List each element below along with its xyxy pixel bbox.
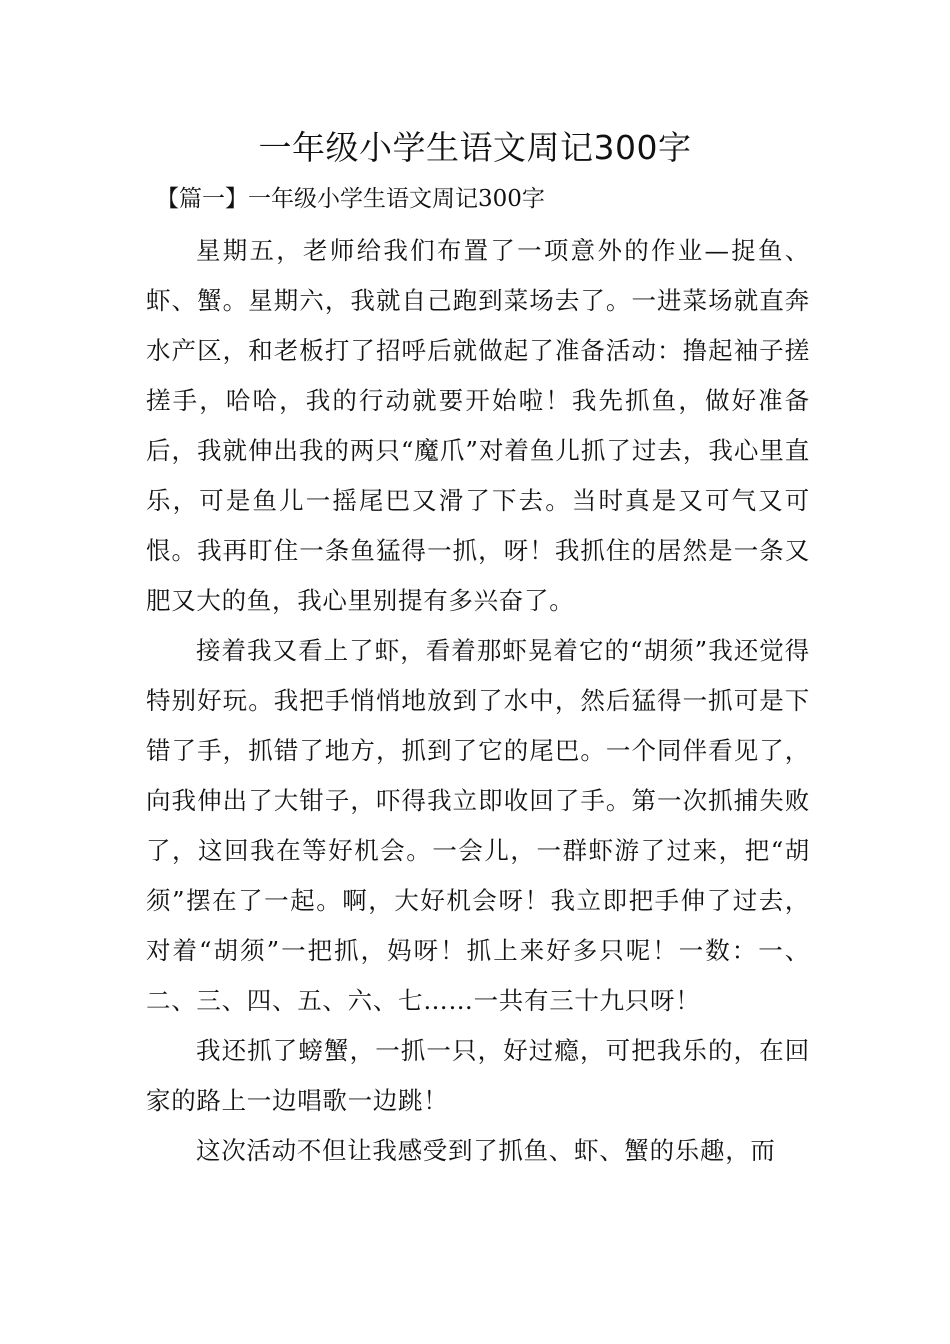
paragraph-1: 星期五，老师给我们布置了一项意外的作业—捉鱼、虾、蟹。星期六，我就自己跑到菜场去了。一进菜场就直奔水产区，和老板打了招呼后就做起了准备活动：撸起袖子搓搓手，哈哈，我的行动就要开始啦！我先抓鱼，做好准备后，我就伸出我的两只“魔爪”对着鱼儿抓了过去，我心里直乐，可是鱼儿一摇尾巴又滑了下去。当时真是又可气又可恨。我再盯住一条鱼猛得一抓，呀！我抓住的居然是一条又肥又大的鱼，我心里别提有多兴奋了。 (146, 236, 810, 615)
section-heading: 【篇一】一年级小学生语文周记300字 (156, 186, 545, 212)
paragraph-2: 接着我又看上了虾，看着那虾晃着它的“胡须”我还觉得特别好玩。我把手悄悄地放到了水中，然后猛得一抓可是下错了手，抓错了地方，抓到了它的尾巴。一个同伴看见了，向我伸出了大钳子，吓得我立即收回了手。第一次抓捕失败了，这回我在等好机会。一会儿，一群虾游了过来，把“胡须”摆在了一起。啊，大好机会呀！我立即把手伸了过去，对着“胡须”一把抓，妈呀！抓上来好多只呢！一数：一、二、三、四、五、六、七……一共有三十九只呀！ (146, 636, 810, 1015)
paragraph-3: 我还抓了螃蟹，一抓一只，好过瘾，可把我乐的，在回家的路上一边唱歌一边跳！ (146, 1036, 810, 1115)
article-body (146, 226, 810, 1176)
paragraph-4: 这次活动不但让我感受到了抓鱼、虾、蟹的乐趣，而 (196, 1136, 776, 1165)
document-title: 一年级小学生语文周记300字 (258, 128, 692, 167)
